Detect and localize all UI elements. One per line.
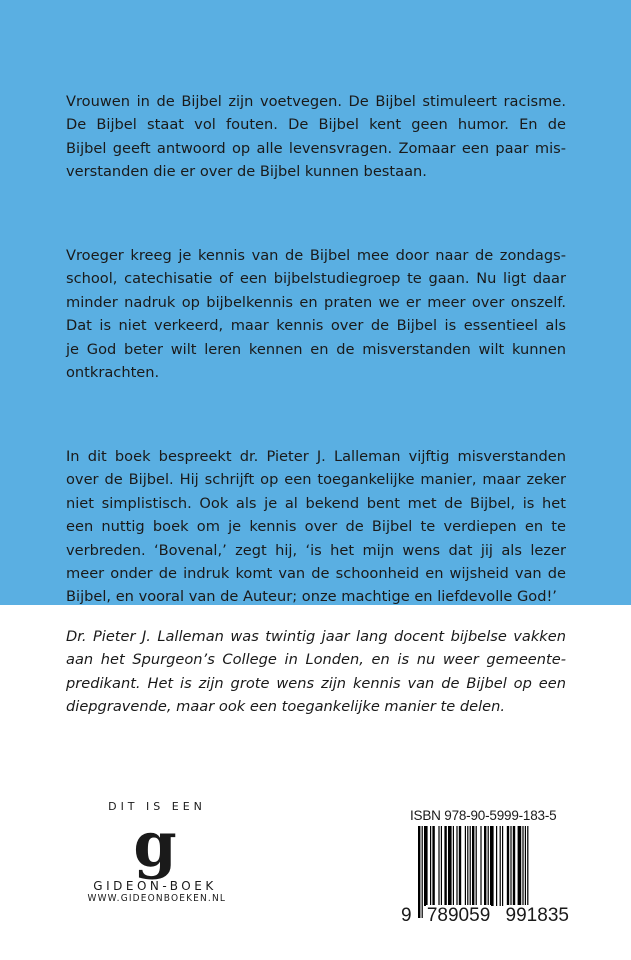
text-line: De Bijbel staat vol fouten. De Bijbel kent geen humor. En de <box>66 116 566 134</box>
barcode-bar <box>502 826 503 906</box>
publisher-tagline: DIT IS EEN <box>108 800 206 813</box>
blurb-paragraph-3 <box>66 445 566 609</box>
barcode-digit-prefix: 9 <box>401 905 412 926</box>
barcode-bar <box>518 826 522 906</box>
text-line: niet simplistisch. Ook als je al bekend bent met de Bijbel, is het <box>66 494 566 512</box>
barcode-bar <box>513 826 515 906</box>
barcode-bar <box>441 826 442 906</box>
barcode-digits-left: 789059 <box>426 905 491 926</box>
text-line: Bijbel, en vooral van de Auteur; onze machtige en liefdevolle God!’ <box>66 588 557 606</box>
text-line: verstanden die er over de Bijbel kunnen bestaan. <box>66 163 427 181</box>
barcode-bar <box>438 826 439 906</box>
barcode-bar <box>444 826 446 906</box>
barcode-bar <box>465 826 466 906</box>
text-line: Vroeger kreeg je kennis van de Bijbel mee door naar de zondags- <box>66 247 566 264</box>
text-line: diepgravende, maar ook een toegankelijke manier te delen. <box>66 698 506 716</box>
barcode-digits-right: 991835 <box>505 905 569 926</box>
barcode-bar <box>467 826 468 906</box>
text-line: je God beter wilt leren kennen en de misverstanden wilt kunnen <box>66 340 566 358</box>
text-line: Vrouwen in de Bijbel zijn voetvegen. De Bijbel stimuleert racisme. <box>66 93 566 110</box>
publisher-website: WWW.GIDEONBOEKEN.NL <box>87 893 227 904</box>
text-line: over de Bijbel. Hij schrijft op een toegankelijke manier, maar zeker <box>66 471 566 489</box>
isbn-label: ISBN 978-90-5999-183-5 <box>410 808 557 823</box>
text-line: school, catechisatie of een bijbelstudiegroep te gaan. Nu ligt daar <box>66 270 566 288</box>
barcode-bar <box>522 826 523 906</box>
barcode-bar <box>424 826 428 906</box>
barcode-bar <box>432 826 434 906</box>
barcode-bar <box>453 826 454 906</box>
text-line: meer onder de indruk komt van de schoonheid en wijsheid van de <box>66 564 566 582</box>
blurb-paragraph-2 <box>66 244 566 384</box>
text-line: een nuttig boek om je kennis over de Bijbel te verdiepen en te <box>66 518 566 536</box>
barcode-bar <box>490 826 494 906</box>
text-line: verbreden. ‘Bovenal,’ zegt hij, ‘is het mijn wens dat jij als lezer <box>66 541 566 559</box>
author-bio <box>66 625 566 719</box>
blurb-paragraph-1 <box>66 90 566 184</box>
text-line: aan het Spurgeon’s College in Londen, en is nu weer gemeente- <box>66 651 566 669</box>
text-line: In dit boek bespreekt dr. Pieter J. Lalleman vijftig misverstanden <box>66 448 566 465</box>
barcode-bar <box>496 826 497 906</box>
text-line: Bijbel geeft antwoord op alle levensvragen. Zomaar een paar mis- <box>66 139 566 157</box>
gideon-logo-icon: g <box>133 808 177 881</box>
text-line: ontkrachten. <box>66 363 160 381</box>
barcode-bar <box>430 826 431 906</box>
text-line: Dat is niet verkeerd, maar kennis over de Bijbel is essentieel als <box>66 317 566 335</box>
barcode-digits <box>400 905 570 927</box>
text-line: minder nadruk op bijbelkennis en praten we er meer over onszelf. <box>66 293 566 311</box>
barcode-bar <box>484 826 486 906</box>
text-line: predikant. Het is zijn grote wens zijn kennis van de Bijbel op een <box>66 674 566 692</box>
barcode-bar <box>448 826 452 906</box>
publisher-logo <box>80 800 230 904</box>
barcode-bar <box>510 826 511 906</box>
barcode-bar <box>488 826 489 906</box>
barcode-bar <box>480 826 481 906</box>
barcode-bar <box>500 826 501 906</box>
barcode-bar <box>456 826 457 906</box>
barcode-bar <box>507 826 509 906</box>
text-line: Dr. Pieter J. Lalleman was twintig jaar lang docent bijbelse vakken <box>66 628 566 645</box>
barcode-bar <box>459 826 461 906</box>
publisher-name: GIDEON-BOEK <box>93 879 217 893</box>
